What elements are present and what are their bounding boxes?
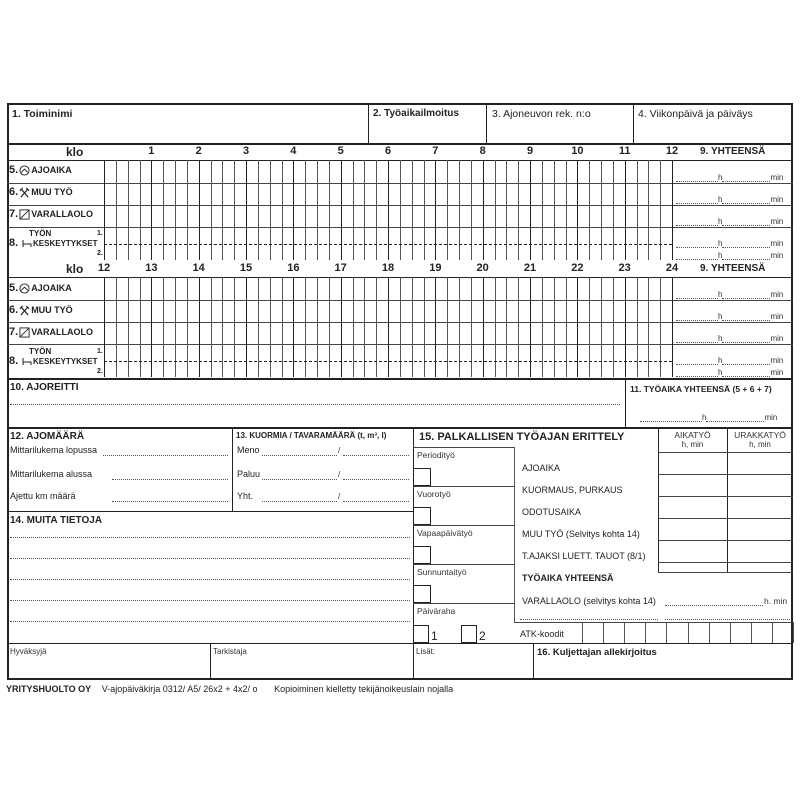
row-label: AJOAIKA — [31, 165, 72, 175]
divider — [486, 103, 487, 143]
paid-time-label: 15. PALKALLISEN TYÖAJAN ERITTELY — [419, 431, 625, 443]
bed-icon — [22, 357, 32, 366]
total-hours-field[interactable] — [676, 312, 783, 321]
divider — [658, 496, 793, 497]
unit-min: min — [770, 312, 784, 321]
unit-min: min — [770, 173, 784, 182]
atk-code-cell-divider — [709, 622, 710, 643]
divider — [7, 643, 793, 644]
divider — [514, 447, 515, 622]
row-label: AJOAIKA — [31, 283, 72, 293]
hour-label: 9 — [526, 145, 534, 157]
vehicle-reg-label: 3. Ajoneuvon rek. n:o — [492, 108, 591, 120]
total-hours-field[interactable] — [676, 239, 783, 248]
atk-code-cell-divider — [666, 622, 667, 643]
time-row-cells[interactable] — [104, 160, 672, 183]
item-other-work: MUU TYÖ (Selvitys kohta 14) — [522, 529, 640, 539]
loads-label: 13. KUORMIA / TAVARAMÄÄRÄ (t, m³, l) — [236, 431, 387, 440]
row-sub-2: 2. — [97, 368, 103, 375]
row-number: 5. — [9, 282, 19, 294]
piece-work-unit: h, min — [749, 440, 771, 449]
unit-min: min — [770, 368, 784, 377]
steering-wheel-icon — [19, 283, 30, 294]
checker-label: Tarkistaja — [213, 647, 247, 656]
approver-field[interactable] — [10, 657, 208, 677]
hour-label: 21 — [523, 262, 537, 274]
allowance-checkbox[interactable] — [461, 625, 477, 643]
loads-out-field-1[interactable] — [262, 455, 337, 456]
item-driving: AJOAIKA — [522, 463, 561, 473]
row-label-line2: KESKEYTYKSET — [33, 239, 98, 248]
row-label-line1: TYÖN — [29, 347, 52, 356]
atk-code-cell-divider — [603, 622, 604, 643]
time-row-cells[interactable] — [104, 183, 672, 205]
unit-h: h — [718, 217, 723, 226]
row-other-work-top — [9, 186, 73, 198]
standby-box-icon — [19, 209, 30, 220]
klo-label-bottom: klo — [66, 262, 84, 276]
item-waiting: ODOTUSAIKA — [522, 507, 582, 517]
slash: / — [338, 470, 341, 479]
total-hours-field[interactable] — [676, 251, 783, 260]
driver-signature-label: 16. Kuljettajan allekirjoitus — [537, 647, 657, 658]
hour-label: 2 — [195, 145, 202, 157]
work-type-checkbox[interactable] — [413, 585, 431, 603]
row-number: 8. — [9, 237, 19, 249]
total-hours-field[interactable] — [676, 173, 783, 182]
work-type-label: Vuorotyö — [417, 489, 451, 499]
route-field[interactable] — [10, 404, 620, 405]
km-driven-label: Ajettu km määrä — [10, 491, 76, 501]
odometer-start-label: Mittarilukema alussa — [10, 469, 93, 479]
unit-h: h — [718, 239, 723, 248]
total-work-label: 11. TYÖAIKA YHTEENSÄ (5 + 6 + 7) — [630, 384, 772, 394]
checker-field[interactable] — [213, 657, 411, 677]
other-info-line[interactable] — [10, 579, 410, 580]
row-label-line1: TYÖN — [29, 229, 52, 238]
hour-label: 23 — [618, 262, 631, 274]
allowance-checkbox[interactable] — [413, 625, 429, 643]
allowance-option-label: 2 — [479, 629, 486, 643]
other-info-line[interactable] — [10, 621, 410, 622]
divider — [368, 103, 369, 143]
total-header-bottom: 9. YHTEENSÄ — [700, 263, 766, 274]
unit-min: min — [770, 290, 784, 299]
unit-h: h — [718, 251, 723, 260]
row-label: VARALLAOLO — [31, 209, 94, 219]
weekday-date-label: 4. Viikonpäivä ja päiväys — [638, 108, 753, 120]
break-divider-line — [104, 244, 672, 245]
work-type-checkbox[interactable] — [413, 468, 431, 486]
hour-label: 13 — [145, 262, 158, 274]
company-name-label: 1. Toiminimi — [12, 108, 73, 120]
atk-codes-label: ATK-koodit — [520, 629, 564, 639]
loads-back-field-2[interactable] — [343, 479, 409, 480]
row-number: 8. — [9, 355, 19, 367]
divider — [413, 603, 514, 604]
atk-code-cell-divider — [688, 622, 689, 643]
row-driving-top — [9, 164, 72, 176]
hour-label: 15 — [239, 262, 253, 274]
form-code: V-ajopäiväkirja 0312/ A5/ 26x2 + 4x2/ o — [101, 684, 258, 694]
hour-label: 19 — [429, 262, 442, 274]
divider — [7, 427, 793, 429]
standby-extra-field-2[interactable] — [665, 619, 790, 620]
footer-imprint — [6, 684, 453, 694]
weekday-date-field[interactable] — [637, 120, 789, 142]
standby-unit: h. min — [764, 596, 788, 606]
row-other-work-bottom — [9, 304, 73, 316]
loads-out-field-2[interactable] — [343, 455, 409, 456]
hammers-icon — [19, 187, 30, 198]
unit-min: min — [770, 334, 784, 343]
row-sub-1: 1. — [97, 230, 103, 237]
row-number: 6. — [9, 304, 19, 316]
hour-label: 12 — [97, 262, 111, 274]
work-type-label: Vapaapäivätyö — [417, 528, 473, 538]
slash: / — [338, 446, 341, 455]
hour-label: 20 — [476, 262, 489, 274]
hour-line — [672, 160, 673, 260]
odometer-start-field[interactable] — [112, 479, 228, 480]
item-breaks: T.AJAKSI LUETT. TAUOT (8/1) — [522, 551, 646, 561]
divider — [625, 378, 626, 427]
row-breaks-top — [9, 229, 105, 259]
divider — [232, 427, 233, 511]
divider — [658, 452, 793, 453]
time-row-cells[interactable] — [104, 322, 672, 344]
hour-label: 4 — [290, 145, 297, 157]
hour-label: 12 — [665, 145, 679, 157]
atk-code-cell-divider — [582, 622, 583, 643]
other-info-label: 14. MUITA TIETOJA — [10, 515, 103, 526]
unit-min: min — [770, 239, 784, 248]
divider — [658, 474, 793, 475]
unit-min: min — [770, 251, 784, 260]
route-label: 10. AJOREITTI — [10, 382, 79, 393]
unit-min: min — [770, 356, 784, 365]
unit-h: h — [718, 356, 723, 365]
time-work-unit: h, min — [681, 440, 704, 449]
standby-extra-field-1[interactable] — [520, 619, 658, 620]
time-work-header: AIKATYÖ — [674, 430, 711, 440]
slash: / — [338, 492, 341, 501]
other-info-line[interactable] — [10, 558, 410, 559]
allowance-option-label: 1 — [431, 629, 438, 643]
row-label: MUU TYÖ — [31, 305, 73, 315]
divider — [633, 103, 634, 143]
row-number: 6. — [9, 186, 19, 198]
work-type-label: Periodityö — [417, 450, 455, 460]
time-row-cells[interactable] — [104, 205, 672, 227]
mileage-label: 12. AJOMÄÄRÄ — [10, 431, 85, 442]
hour-label: 24 — [665, 262, 679, 274]
row-driving-bottom — [9, 282, 72, 294]
atk-code-cell-divider — [793, 622, 794, 643]
divider — [413, 643, 414, 680]
unit-h: h — [718, 312, 723, 321]
row-standby-top — [9, 208, 93, 220]
item-standby: VARALLAOLO (selvitys kohta 14) — [522, 596, 656, 606]
km-driven-field[interactable] — [112, 501, 228, 502]
divider — [413, 564, 514, 565]
row-sub-2: 2. — [97, 250, 103, 257]
odometer-end-label: Mittarilukema lopussa — [10, 445, 98, 455]
atk-code-cell-divider — [751, 622, 752, 643]
extras-label: Lisät: — [416, 647, 436, 656]
other-info-line[interactable] — [10, 537, 410, 538]
row-standby-bottom — [9, 326, 93, 338]
divider — [658, 540, 793, 541]
total-work-field[interactable] — [640, 413, 777, 422]
divider — [413, 525, 514, 526]
row-number: 7. — [9, 208, 19, 220]
row-label: MUU TYÖ — [31, 187, 73, 197]
divider — [533, 643, 534, 680]
extras-field[interactable] — [416, 657, 528, 677]
loads-back-field-1[interactable] — [262, 479, 337, 480]
steering-wheel-icon — [19, 165, 30, 176]
work-type-label: Päiväraha — [417, 606, 456, 616]
unit-h: h — [702, 413, 707, 422]
loads-back-label: Paluu — [237, 469, 261, 479]
item-loading: KUORMAUS, PURKAUS — [522, 485, 623, 495]
total-hours-field[interactable] — [676, 334, 783, 343]
divider — [413, 486, 514, 487]
work-type-checkbox[interactable] — [413, 546, 431, 564]
publisher-name: YRITYSHUOLTO OY — [6, 684, 92, 694]
atk-code-cell-divider — [645, 622, 646, 643]
row-number: 7. — [9, 326, 19, 338]
odometer-end-field[interactable] — [103, 455, 228, 456]
row-label-line2: KESKEYTYKSET — [33, 357, 98, 366]
hour-label: 8 — [479, 145, 486, 157]
row-sub-1: 1. — [97, 348, 103, 355]
unit-h: h — [718, 368, 723, 377]
divider — [413, 427, 414, 643]
total-hours-field[interactable] — [676, 290, 783, 299]
approver-label: Hyväksyjä — [10, 647, 47, 656]
hour-label: 10 — [571, 145, 584, 157]
driver-signature-field[interactable] — [537, 659, 789, 678]
total-header-top: 9. YHTEENSÄ — [700, 146, 766, 157]
unit-h: h — [718, 173, 723, 182]
hour-label: 18 — [381, 262, 395, 274]
hour-label: 1 — [148, 145, 155, 157]
hour-label: 6 — [384, 145, 392, 157]
hour-label: 7 — [432, 145, 439, 157]
loads-total-field-2[interactable] — [343, 501, 409, 502]
hour-label: 16 — [287, 262, 300, 274]
copyright-notice: Kopioiminen kielletty tekijänoikeuslain nojalla — [274, 684, 454, 694]
atk-code-cell-divider — [730, 622, 731, 643]
company-name-field[interactable] — [12, 120, 367, 142]
total-hours-field[interactable] — [676, 195, 783, 204]
bed-icon — [22, 239, 32, 248]
standby-box-icon — [19, 327, 30, 338]
other-info-line[interactable] — [10, 600, 410, 601]
hour-line — [672, 277, 673, 377]
time-row-cells[interactable] — [104, 277, 672, 300]
hour-label: 5 — [337, 145, 344, 157]
divider — [658, 562, 793, 563]
hour-label: 14 — [192, 262, 205, 274]
total-hours-field[interactable] — [676, 356, 783, 365]
unit-h: h — [718, 290, 723, 299]
klo-label-top: klo — [66, 145, 84, 159]
loads-out-label: Meno — [237, 445, 260, 455]
divider — [413, 447, 514, 448]
item-work-total: TYÖAIKA YHTEENSÄ — [522, 573, 614, 583]
hour-label: 11 — [618, 145, 631, 157]
row-number: 5. — [9, 164, 19, 176]
hour-label: 17 — [334, 262, 347, 274]
divider — [658, 518, 793, 519]
loads-total-field-1[interactable] — [262, 501, 337, 502]
total-hours-field[interactable] — [676, 368, 783, 377]
work-time-notice-field[interactable] — [372, 120, 484, 142]
standby-field[interactable] — [665, 605, 763, 606]
row-breaks-bottom — [9, 347, 105, 377]
piece-work-header: URAKKATYÖ — [734, 430, 786, 440]
row-label: VARALLAOLO — [31, 327, 94, 337]
atk-code-cell-divider — [772, 622, 773, 643]
loads-total-label: Yht. — [237, 491, 254, 501]
unit-min: min — [770, 195, 784, 204]
work-type-checkbox[interactable] — [413, 507, 431, 525]
hammers-icon — [19, 305, 30, 316]
vehicle-reg-field[interactable] — [490, 120, 630, 142]
unit-min: min — [770, 217, 784, 226]
unit-h: h — [718, 334, 723, 343]
divider — [7, 378, 793, 380]
divider — [658, 572, 793, 573]
hour-label: 22 — [571, 262, 584, 274]
hour-label: 3 — [242, 145, 250, 157]
atk-code-cell-divider — [624, 622, 625, 643]
break-divider-line — [104, 361, 672, 362]
divider — [7, 511, 413, 512]
unit-min: min — [764, 413, 778, 422]
divider — [210, 643, 211, 680]
work-time-notice-label: 2. Työaikailmoitus — [373, 108, 459, 119]
time-row-cells[interactable] — [104, 300, 672, 322]
total-hours-field[interactable] — [676, 217, 783, 226]
unit-h: h — [718, 195, 723, 204]
work-type-label: Sunnuntaityö — [417, 567, 467, 577]
